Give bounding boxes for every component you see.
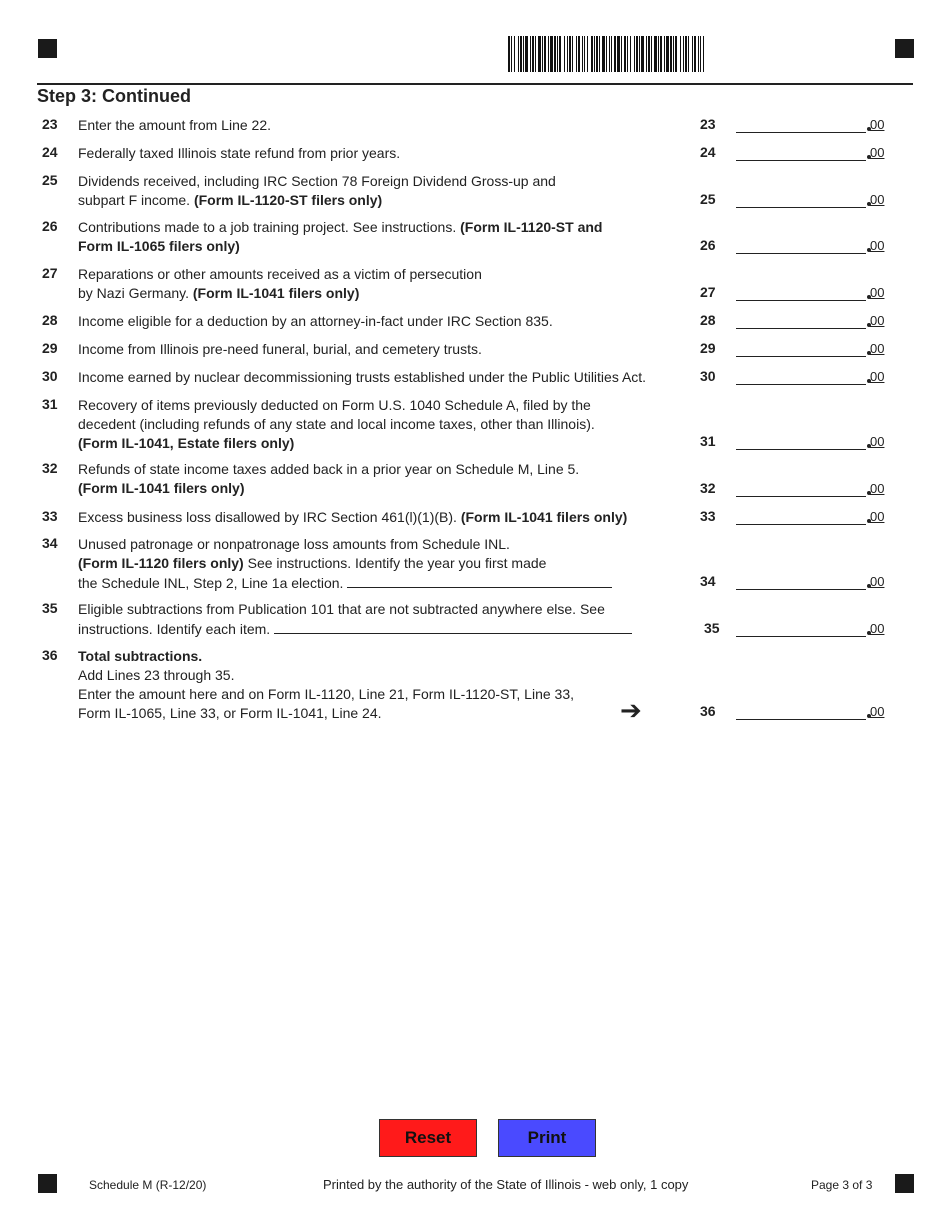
barcode-bar — [683, 36, 684, 72]
barcode-bar — [538, 36, 541, 72]
amount-line-number: 30 — [700, 368, 716, 384]
barcode-bar — [694, 36, 696, 72]
line-description — [78, 647, 688, 723]
amount-input[interactable] — [736, 253, 866, 254]
line-text-segment: Income eligible for a deduction by an attorney-in-fact under IRC Section 835. — [78, 313, 553, 329]
line-number: 35 — [42, 600, 58, 616]
barcode-bar — [535, 36, 536, 72]
amount-input[interactable] — [736, 160, 866, 161]
cents-value: 00 — [870, 509, 885, 524]
cents-value: 00 — [870, 481, 885, 496]
step-title: Step 3: Continued — [37, 86, 191, 106]
line-description — [78, 508, 688, 527]
line-number: 29 — [42, 340, 58, 356]
line-text-segment: Recovery of items previously deducted on Form U.S. 1040 Schedule A, filed by the — [78, 397, 591, 413]
reset-button[interactable]: Reset — [379, 1119, 477, 1157]
line-text-segment: instructions. Identify each item. — [78, 621, 275, 637]
line-text-segment: (Form IL-1120-ST filers only) — [193, 192, 383, 208]
barcode-bar — [591, 36, 593, 72]
election-year-input[interactable] — [347, 573, 612, 588]
barcode-bar — [648, 36, 650, 72]
registration-mark-top-left — [38, 39, 57, 58]
cents-value: 00 — [870, 704, 885, 719]
line-text-segment: by Nazi Germany. — [78, 285, 193, 301]
line-text-segment: (Form IL-1041 filers only) — [78, 480, 245, 496]
line-number: 26 — [42, 218, 58, 234]
amount-input[interactable] — [736, 132, 866, 133]
cents-value: 00 — [870, 341, 885, 356]
page-number: Page 3 of 3 — [811, 1178, 873, 1192]
barcode-bar — [550, 36, 553, 72]
amount-input[interactable] — [736, 589, 866, 590]
cents-value: 00 — [870, 369, 885, 384]
barcode-bar — [692, 36, 693, 72]
amount-line-number: 32 — [700, 480, 716, 496]
barcode-bar — [508, 36, 510, 72]
line-text-segment: (Form IL-1120-ST and — [460, 219, 603, 235]
cents-value: 00 — [870, 145, 885, 160]
line-description — [78, 144, 688, 163]
line-description — [78, 172, 688, 210]
line-text-segment: Unused patronage or nonpatronage loss amounts from Schedule INL. — [78, 536, 510, 552]
line-description — [78, 116, 688, 135]
barcode-bar — [646, 36, 647, 72]
amount-line-number: 23 — [700, 116, 716, 132]
barcode-bar — [578, 36, 580, 72]
line-text-segment: the Schedule INL, Step 2, Line 1a election. — [78, 575, 348, 591]
barcode-bar — [554, 36, 556, 72]
barcode-bar — [559, 36, 561, 72]
barcode-bar — [664, 36, 665, 72]
amount-line-number: 26 — [700, 237, 716, 253]
line-description — [78, 340, 688, 359]
barcode-bar — [636, 36, 638, 72]
barcode-bar — [614, 36, 616, 72]
arrow-right-icon: ➔ — [620, 695, 642, 725]
amount-line-number: 28 — [700, 312, 716, 328]
barcode-bar — [670, 36, 672, 72]
barcode-bar — [572, 36, 573, 72]
barcode-bar — [611, 36, 612, 72]
line-number: 34 — [42, 535, 58, 551]
amount-input[interactable] — [736, 496, 866, 497]
registration-mark-top-right — [895, 39, 914, 58]
amount-input[interactable] — [736, 719, 866, 720]
amount-input[interactable] — [736, 328, 866, 329]
cents-value: 00 — [870, 574, 885, 589]
barcode-bar — [658, 36, 659, 72]
barcode-bar — [542, 36, 543, 72]
barcode-bar — [621, 36, 622, 72]
line-number: 30 — [42, 368, 58, 384]
item-identification-input[interactable] — [274, 619, 632, 634]
amount-input[interactable] — [736, 384, 866, 385]
barcode-bar — [660, 36, 662, 72]
line-number: 31 — [42, 396, 58, 412]
line-text-segment: Federally taxed Illinois state refund from prior years. — [78, 145, 401, 161]
barcode-bar — [594, 36, 595, 72]
barcode-bar — [641, 36, 644, 72]
cents-value: 00 — [870, 621, 885, 636]
amount-line-number: 36 — [700, 703, 716, 719]
line-text-segment: Eligible subtractions from Publication 101 that are not subtracted anywhere else. See — [78, 601, 605, 617]
barcode-bar — [685, 36, 687, 72]
barcode-bar — [634, 36, 635, 72]
line-description — [78, 265, 688, 303]
barcode-bar — [666, 36, 669, 72]
cents-value: 00 — [870, 285, 885, 300]
line-text-segment: Income from Illinois pre-need funeral, burial, and cemetery trusts. — [78, 341, 482, 357]
line-number: 24 — [42, 144, 58, 160]
barcode-bar — [630, 36, 631, 72]
line-text-segment: (Form IL-1041 filers only) — [192, 285, 360, 301]
barcode-bar — [548, 36, 549, 72]
barcode-bar — [518, 36, 519, 72]
barcode-bar — [624, 36, 626, 72]
barcode-bar — [675, 36, 677, 72]
cents-value: 00 — [870, 192, 885, 207]
header-rule — [37, 83, 913, 85]
barcode-bar — [639, 36, 640, 72]
barcode-bar — [703, 36, 704, 72]
line-text-segment: Dividends received, including IRC Section 78 Foreign Dividend Gross-up and — [78, 173, 556, 189]
line-text-segment: Reparations or other amounts received as a victim of persecution — [78, 266, 482, 282]
barcode-bar — [567, 36, 568, 72]
line-number: 23 — [42, 116, 58, 132]
barcode-bar — [698, 36, 699, 72]
barcode-bar — [532, 36, 534, 72]
line-description — [78, 460, 688, 498]
barcode-bar — [569, 36, 571, 72]
line-text-segment: (Form IL-1041 filers only) — [460, 509, 628, 525]
barcode-bar — [673, 36, 674, 72]
barcode-bar — [680, 36, 681, 72]
line-description — [78, 396, 688, 453]
line-description — [78, 600, 688, 639]
cents-value: 00 — [870, 117, 885, 132]
barcode — [508, 36, 704, 72]
line-text-segment: Enter the amount here and on Form IL-1120, Line 21, Form IL-1120-ST, Line 33, — [78, 686, 574, 702]
barcode-bar — [557, 36, 558, 72]
line-text-segment: See instructions. Identify the year you first made — [243, 555, 547, 571]
amount-line-number: 29 — [700, 340, 716, 356]
barcode-bar — [700, 36, 701, 72]
barcode-bar — [606, 36, 607, 72]
barcode-bar — [651, 36, 652, 72]
line-text-segment: Form IL-1065, Line 33, or Form IL-1041, Line 24. — [78, 705, 382, 721]
amount-line-number: 35 — [704, 620, 720, 636]
line-text-segment: (Form IL-1041, Estate filers only) — [78, 435, 295, 451]
barcode-bar — [530, 36, 531, 72]
barcode-bar — [627, 36, 628, 72]
barcode-bar — [523, 36, 524, 72]
line-number: 32 — [42, 460, 58, 476]
line-text-segment: Income earned by nuclear decommissioning trusts established under the Public Utilities Act. — [78, 369, 647, 385]
amount-line-number: 27 — [700, 284, 716, 300]
registration-mark-bottom-left — [38, 1174, 57, 1193]
barcode-bar — [584, 36, 585, 72]
line-description — [78, 368, 688, 387]
barcode-bar — [520, 36, 522, 72]
line-number: 36 — [42, 647, 58, 663]
barcode-bar — [511, 36, 512, 72]
barcode-bar — [602, 36, 605, 72]
print-button[interactable]: Print — [498, 1119, 596, 1157]
line-number: 28 — [42, 312, 58, 328]
barcode-bar — [596, 36, 598, 72]
barcode-bar — [525, 36, 528, 72]
line-text-segment: (Form IL-1120 filers only) — [78, 555, 244, 571]
line-text-segment: decedent (including refunds of any state and local income taxes, other than Illinois). — [78, 416, 595, 432]
form-id: Schedule M (R-12/20) — [89, 1178, 207, 1192]
line-text-segment: Refunds of state income taxes added back in a prior year on Schedule M, Line 5. — [78, 461, 580, 477]
barcode-bar — [514, 36, 515, 72]
amount-input[interactable] — [736, 207, 866, 208]
cents-value: 00 — [870, 313, 885, 328]
line-number: 25 — [42, 172, 58, 188]
barcode-bar — [688, 36, 689, 72]
authority-statement: Printed by the authority of the State of Illinois - web only, 1 copy — [323, 1177, 689, 1192]
registration-mark-bottom-right — [895, 1174, 914, 1193]
line-text-segment: Contributions made to a job training project. See instructions. — [78, 219, 461, 235]
amount-line-number: 33 — [700, 508, 716, 524]
barcode-bar — [617, 36, 620, 72]
line-description — [78, 218, 688, 256]
line-text-segment: Excess business loss disallowed by IRC Section 461(l)(1)(B). — [78, 509, 461, 525]
amount-input[interactable] — [736, 524, 866, 525]
line-text-segment: Total subtractions. — [78, 648, 203, 664]
amount-line-number: 34 — [700, 573, 716, 589]
line-number: 27 — [42, 265, 58, 281]
line-description — [78, 312, 688, 331]
line-text-segment: Enter the amount from Line 22. — [78, 117, 271, 133]
barcode-bar — [576, 36, 577, 72]
line-description — [78, 535, 688, 593]
barcode-bar — [587, 36, 588, 72]
line-text-segment: subpart F income. — [78, 192, 194, 208]
amount-input[interactable] — [736, 449, 866, 450]
line-text-segment: Add Lines 23 through 35. — [78, 667, 235, 683]
amount-input[interactable] — [736, 636, 866, 637]
amount-input[interactable] — [736, 356, 866, 357]
cents-value: 00 — [870, 434, 885, 449]
barcode-bar — [599, 36, 600, 72]
barcode-bar — [609, 36, 610, 72]
barcode-bar — [582, 36, 583, 72]
amount-line-number: 31 — [700, 433, 716, 449]
line-text-segment: Form IL-1065 filers only) — [78, 238, 240, 254]
barcode-bar — [654, 36, 657, 72]
amount-line-number: 24 — [700, 144, 716, 160]
barcode-bar — [544, 36, 546, 72]
barcode-bar — [564, 36, 565, 72]
amount-line-number: 25 — [700, 191, 716, 207]
amount-input[interactable] — [736, 300, 866, 301]
cents-value: 00 — [870, 238, 885, 253]
line-number: 33 — [42, 508, 58, 524]
